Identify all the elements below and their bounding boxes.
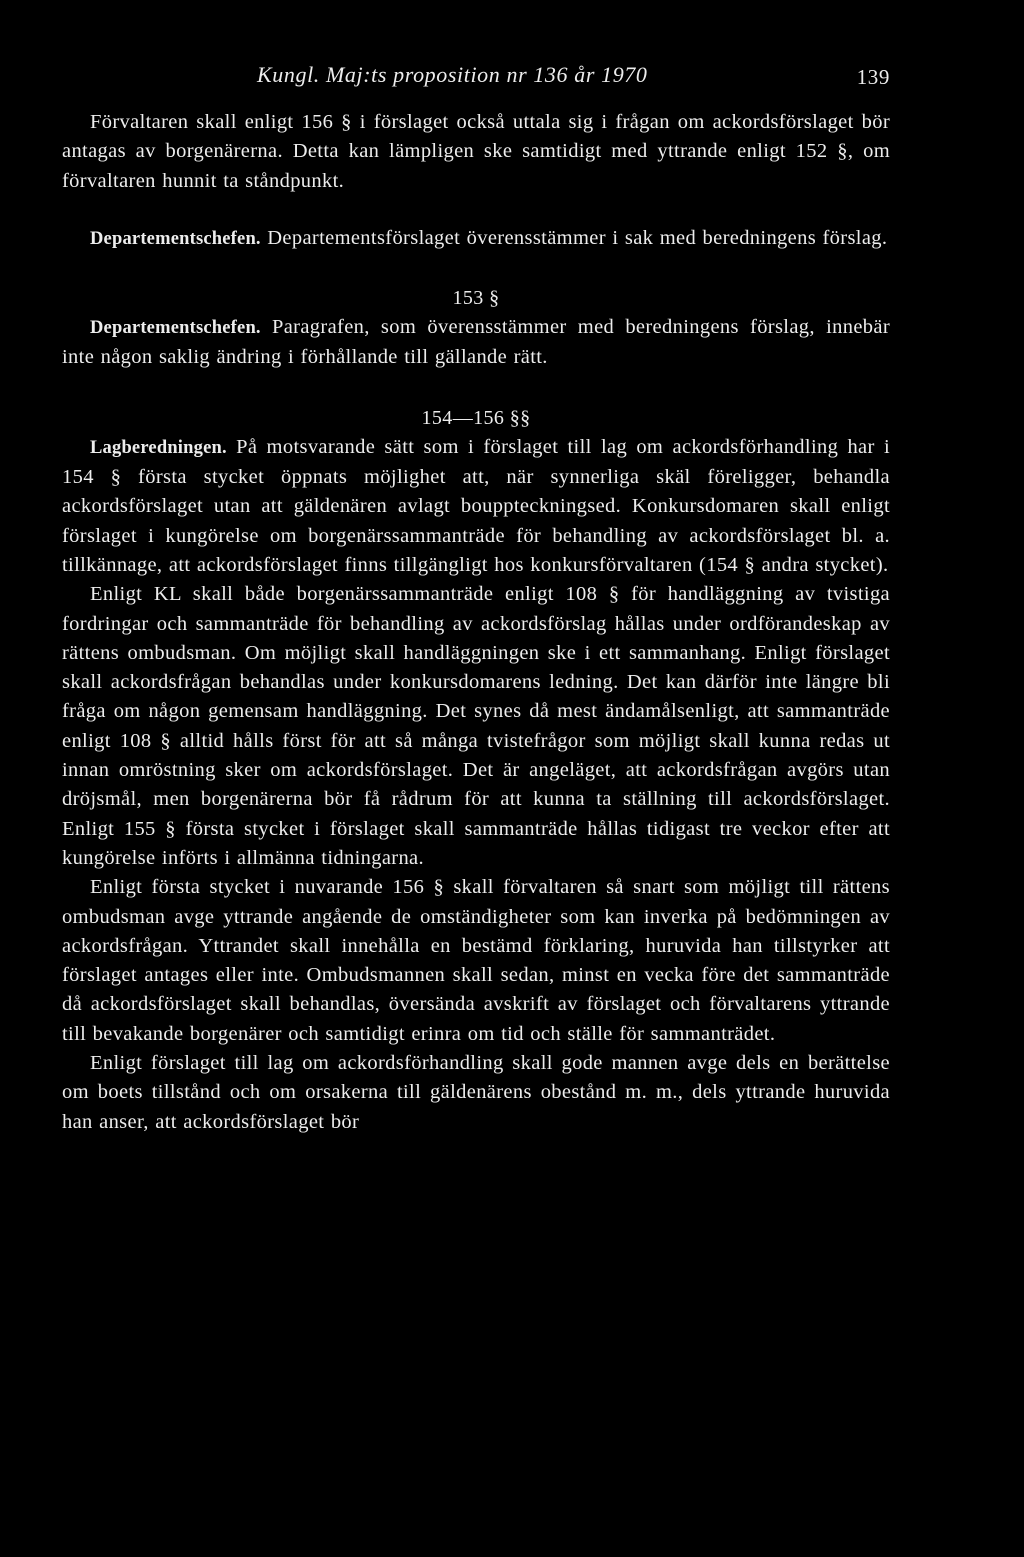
- paragraph-lead: Lagberedningen.: [90, 437, 227, 458]
- page-header: [62, 62, 890, 96]
- section-heading-154-156: 154—156 §§: [421, 406, 531, 429]
- paragraph-text: Departementsförslaget överensstämmer i sak med beredningens förslag.: [260, 226, 888, 249]
- running-title: Kungl. Maj:ts proposition nr 136 år 1970: [257, 62, 648, 87]
- paragraph-forvaltaren: Förvaltaren skall enligt 156 § i förslaget också uttala sig i frågan om ackordsförslaget bör antagas av borgenärerna. Detta kan lämpligen ske samtidigt med yttrande enligt 152 §, om förvaltaren hunnit ta ståndpunkt.: [62, 111, 890, 192]
- paragraph-lagberedningen: [62, 433, 890, 580]
- paragraph-enligt-forslaget: Enligt förslaget till lag om ackordsförhandling skall gode mannen avge dels en berättelse om boets tillstånd och om orsakerna till gäldenärens obestånd m. m., dels yttrande huruvida han anser, att ackordsförslaget bör: [62, 1052, 890, 1133]
- paragraph-lead: Departementschefen.: [90, 318, 261, 339]
- document-page: [62, 62, 890, 1137]
- paragraph-enligt-kl: Enligt KL skall både borgenärssammanträde enligt 108 § för handläggning av tvistiga fordringar och sammanträde för behandling av ackordsförslag hållas under ordförandeskap av rättens ombudsman. Om möjligt skall handläggningen ske i ett sammanhang. Enligt förslaget skall ackordsfrågan behandlas under konkursdomarens ledning. Det kan därför inte längre bli fråga om någon gemensam handläggning. Det synes då mest ändamålsenligt, att sammanträde enligt 108 § alltid hålls först för att så många tvistefrågor som möjligt skall kunna redas ut innan omröstning sker om ackordsförslaget. Det är angeläget, att ackordsfrågan avgörs utan dröjsmål, men borgenärerna bör få rådrum för att kunna ta ställning till ackordsförslaget. Enligt 155 § första stycket i förslaget skall sammanträde hållas tidigast tre veckor efter att kungörelse införts i allmänna tidningarna.: [62, 583, 890, 869]
- paragraph-lead: Departementschefen.: [90, 228, 261, 249]
- paragraph-departementschefen-2: [62, 313, 890, 373]
- paragraph-departementschefen-1: [62, 224, 890, 254]
- paragraph-enligt-forsta-stycket: Enligt första stycket i nuvarande 156 § skall förvaltaren så snart som möjligt till rättens ombudsman avge yttrande angående de omständigheter som kan inverka på bedömningen av ackordsfrågan. Yttrandet skall innehålla en bestämd förklaring, huruvida han tillstyrker att förslaget antages eller inte. Ombudsmannen skall sedan, minst en vecka före det sammanträde då ackordsförslaget skall behandlas, översända avskrift av förslaget och förvaltarens yttrande till bevakande borgenärer och samtidigt erinra om tid och ställe för sammanträdet.: [62, 876, 890, 1045]
- paragraph-text: Paragrafen, som överensstämmer med beredningens förslag, innebär inte någon saklig ändring i förhållande till gällande rätt.: [62, 316, 890, 369]
- section-heading-153: 153 §: [452, 287, 500, 310]
- page-number: 139: [856, 65, 890, 89]
- paragraph-text: På motsvarande sätt som i förslaget till lag om ackordsförhandling har i 154 § första stycket öppnats möjlighet att, när synnerliga skäl föreligger, behandla ackordsförslaget utan att gäldenären avlagt bouppteckningsed. Konkursdomaren skall enligt förslaget i kungörelse om borgenärssammanträde för behandling av ackordsförslaget bl. a. tillkännage, att ackordsförslaget finns tillgängligt hos konkursförvaltaren (154 § andra stycket).: [62, 435, 890, 576]
